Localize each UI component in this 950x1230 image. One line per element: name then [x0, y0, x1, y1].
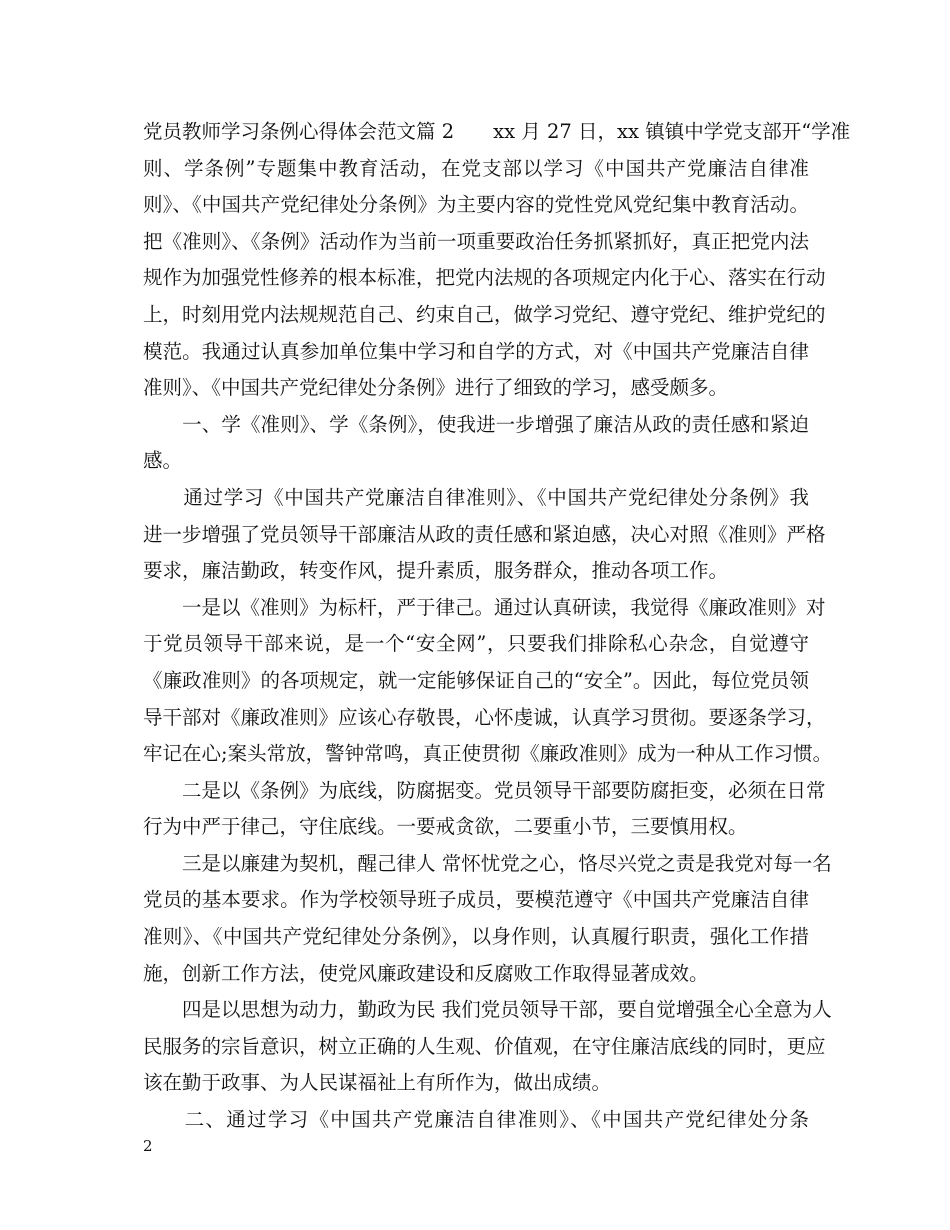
text-line: 一是以《准则》为标杆，严于律己。通过认真研读，我觉得《廉政准则》对	[143, 595, 826, 619]
text-line: 该在勤于政事、为人民谋福祉上有所作为，做出成绩。	[143, 1071, 612, 1095]
text-line: 牢记在心;案头常放，警钟常鸣，真正使贯彻《廉政准则》成为一种从工作习惯。	[143, 742, 833, 766]
text-line: 则、学条例”专题集中教育活动，在党支部以学习《中国共产党廉洁自律准	[143, 156, 809, 180]
page-number: 2	[143, 1137, 153, 1155]
text-line: 施，创新工作方法，使党风廉政建设和反腐败工作取得显著成效。	[143, 961, 709, 985]
text-line: 一、学《准则》、学《条例》，使我进一步增强了廉洁从政的责任感和紧迫	[143, 412, 809, 436]
text-line: 《廉政准则》的各项规定，就一定能够保证自己的“安全”。因此，每位党员领	[143, 668, 809, 692]
text-line: 模范。我通过认真参加单位集中学习和自学的方式，对《中国共产党廉洁自律	[143, 339, 809, 363]
text-line: 准则》、《中国共产党纪律处分条例》，以身作则，认真履行职责，强化工作措	[143, 925, 809, 949]
text-line: 准则》、《中国共产党纪律处分条例》进行了细致的学习，感受颇多。	[143, 376, 729, 400]
text-line: 四是以思想为动力，勤政为民 我们党员领导干部，要自觉增强全心全意为人	[143, 998, 832, 1022]
text-line: 规作为加强党性修养的根本标准，把党内法规的各项规定内化于心、落实在行动	[143, 266, 826, 290]
text-line: 通过学习《中国共产党廉洁自律准则》、《中国共产党纪律处分条例》我	[143, 485, 809, 509]
text-line: 于党员领导干部来说，是一个“安全网”，只要我们排除私心杂念，自觉遵守	[143, 632, 809, 656]
document-body	[143, 114, 851, 1139]
text-line: 进一步增强了党员领导干部廉洁从政的责任感和紧迫感，决心对照《准则》严格	[143, 522, 826, 546]
text-line: 行为中严于律己，守住底线。一要戒贪欲，二要重小节，三要慎用权。	[143, 815, 748, 839]
text-line: 党员的基本要求。作为学校领导班子成员，要模范遵守《中国共产党廉洁自律	[143, 888, 809, 912]
text-line: 民服务的宗旨意识，树立正确的人生观、价值观，在守住廉洁底线的同时，更应	[143, 1034, 826, 1058]
text-line: 党员教师学习条例心得体会范文篇 2 xx 月 27 日，xx 镇镇中学党支部开“学准	[143, 120, 851, 143]
text-line: 把《准则》、《条例》活动作为当前一项重要政治任务抓紧抓好，真正把党内法	[143, 229, 809, 253]
text-line: 二是以《条例》为底线，防腐据变。党员领导干部要防腐拒变，必须在日常	[143, 778, 826, 802]
text-line: 三是以廉建为契机，醒己律人 常怀忧党之心，恪尽兴党之责是我党对每一名	[143, 851, 832, 875]
text-line: 上，时刻用党内法规规范自己、约束自己，做学习党纪、遵守党纪、维护党纪的	[143, 302, 826, 326]
text-line: 要求，廉洁勤政，转变作风，提升素质，服务群众，推动各项工作。	[143, 559, 729, 583]
text-line: 则》、《中国共产党纪律处分条例》为主要内容的党性党风党纪集中教育活动。	[143, 193, 809, 217]
text-line: 二、通过学习《中国共产党廉洁自律准则》、《中国共产党纪律处分条	[143, 1108, 809, 1132]
text-line: 导干部对《廉政准则》应该心存敬畏，心怀虔诚，认真学习贯彻。要逐条学习，	[143, 705, 826, 729]
text-line: 感。	[143, 449, 183, 473]
